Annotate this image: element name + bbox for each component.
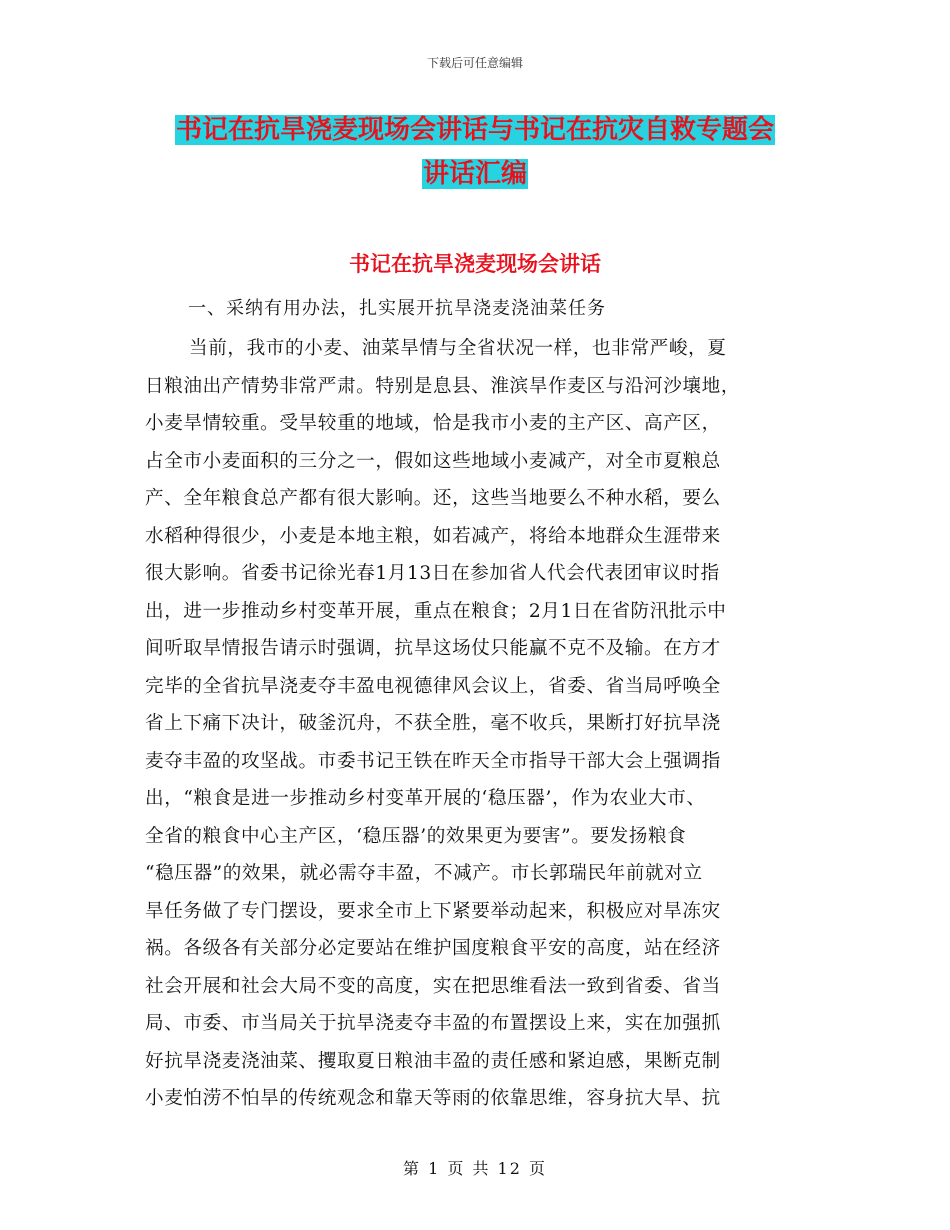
- body-line: 祸。各级各有关部分必定要站在维护国度粮食平安的高度，站在经济: [145, 938, 721, 959]
- body-line: 省上下痛下决计，破釜沉舟，不获全胜，毫不收兵，果断打好抗旱浇: [145, 713, 721, 734]
- body-line: 小麦怕涝不怕旱的传统观念和靠天等雨的依靠思维，容身抗大旱、抗: [145, 1088, 721, 1109]
- body-line: 很大影响。省委书记徐光春1月13日在参加省人代会代表团审议时指: [145, 563, 720, 584]
- main-title-line-2: [0, 152, 950, 196]
- body-line: 占全市小麦面积的三分之一，假如这些地域小麦减产，对全市夏粮总: [145, 450, 721, 472]
- body-line: 水稻种得很少，小麦是本地主粮，如若减产，将给本地群众生涯带来: [145, 525, 721, 547]
- header-note: 下载后可任意编辑: [426, 56, 523, 70]
- body-line: 日粮油出产情势非常严肃。特别是息县、淮滨旱作麦区与沿河沙壤地，: [145, 375, 741, 397]
- body-line: 社会开展和社会大局不变的高度，实在把思维看法一致到省委、省当: [145, 975, 721, 997]
- body-line: 完毕的全省抗旱浇麦夺丰盈电视德律风会议上，省委、省当局呼唤全: [145, 675, 721, 697]
- page-footer: 第 1 页 共 12 页: [403, 1159, 547, 1178]
- body-line: 当前，我市的小麦、油菜旱情与全省状况一样，也非常严峻，夏: [189, 338, 727, 359]
- main-title-line-1: [0, 108, 950, 152]
- body-line: “稳压器”的效果，就必需夺丰盈，不减产。市长郭瑞民年前就对立: [145, 863, 703, 884]
- body-line: 麦夺丰盈的攻坚战。市委书记王铁在昨天全市指导干部大会上强调指: [145, 750, 721, 772]
- section-title: 书记在抗旱浇麦现场会讲话: [349, 252, 601, 276]
- main-title-text-2: 讲话汇编: [422, 159, 527, 189]
- body-line: 好抗旱浇麦浇油菜、攫取夏日粮油丰盈的责任感和紧迫感，果断克制: [145, 1050, 721, 1072]
- body-text: [145, 330, 805, 1118]
- main-title-text-1: 书记在抗旱浇麦现场会讲话与书记在抗灾自救专题会: [175, 115, 774, 145]
- subheading: 一、采纳有用办法，扎实展开抗旱浇麦浇油菜任务: [188, 298, 606, 319]
- body-line: 旱任务做了专门摆设，要求全市上下紧要举动起来，积极应对旱冻灾: [145, 900, 721, 922]
- body-line: 出，“粮食是进一步推动乡村变革开展的‘稳压器’，作为农业大市、: [145, 788, 706, 809]
- body-line: 全省的粮食中心主产区，‘稳压器’的效果更为要害”。要发扬粮食: [145, 825, 687, 847]
- body-line: 产、全年粮食总产都有很大影响。还，这些当地要么不种水稻，要么: [145, 488, 721, 509]
- body-line: 局、市委、市当局关于抗旱浇麦夺丰盈的布置摆设上来，实在加强抓: [145, 1013, 721, 1034]
- body-line: 间听取旱情报告请示时强调，抗旱这场仗只能赢不克不及输。在方才: [145, 638, 721, 659]
- body-line: 出，进一步推动乡村变革开展，重点在粮食；2月1日在省防汛批示中: [145, 600, 727, 622]
- body-line: 小麦旱情较重。受旱较重的地域，恰是我市小麦的主产区、高产区，: [145, 413, 721, 434]
